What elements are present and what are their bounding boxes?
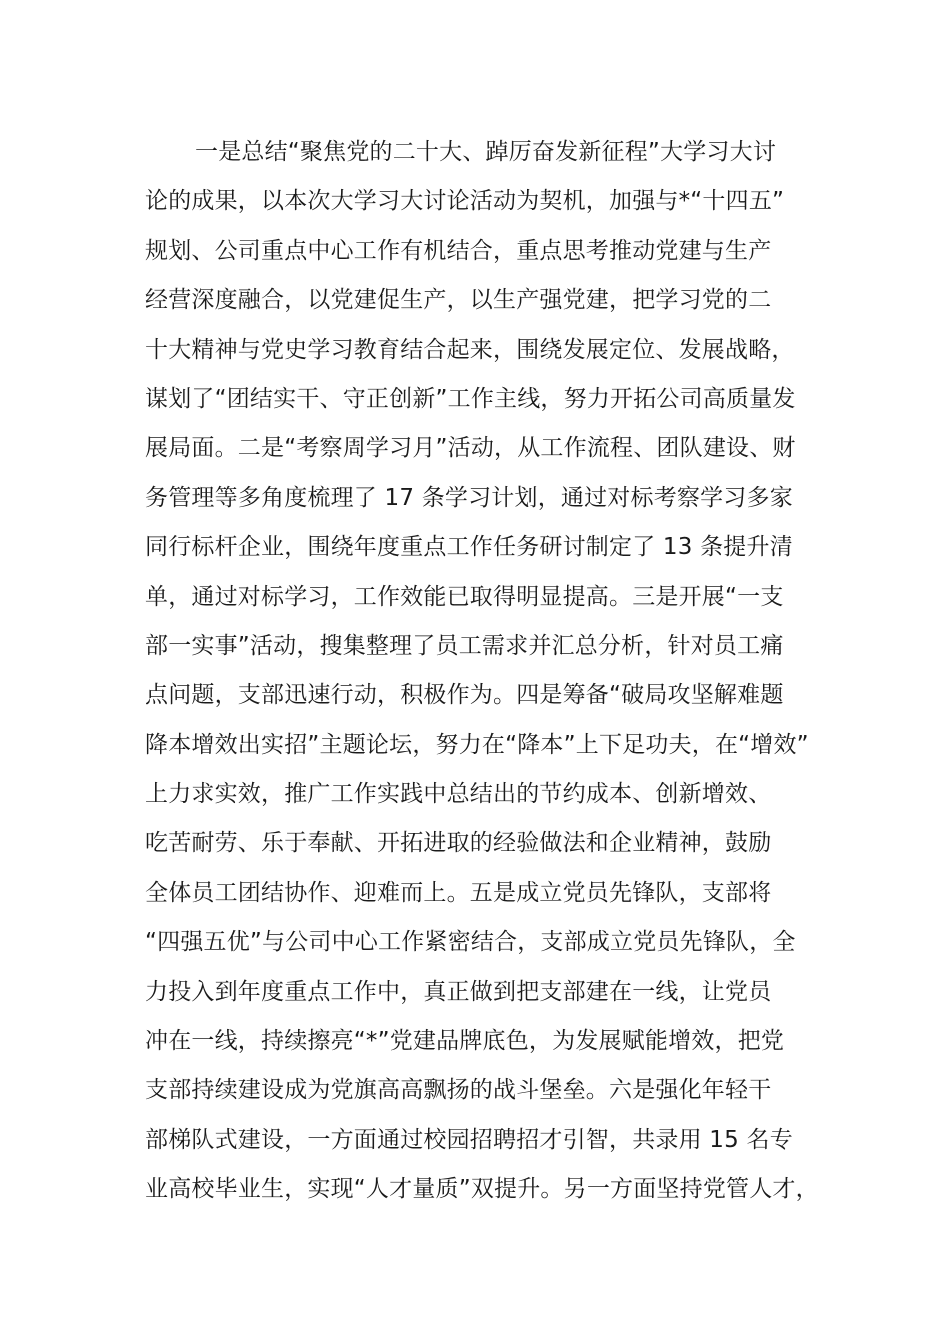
paragraph-line: 展局面。二是“考察周学习月”活动，从工作流程、团队建设、财 [145, 435, 796, 462]
paragraph-line: 经营深度融合，以党建促生产，以生产强党建，把学习党的二 [145, 287, 772, 314]
paragraph-line: 规划、公司重点中心工作有机结合，重点思考推动党建与生产 [145, 237, 772, 264]
paragraph-line: 力投入到年度重点工作中，真正做到把支部建在一线，让党员 [145, 978, 772, 1005]
paragraph-line: 十大精神与党史学习教育结合起来，围绕发展定位、发展战略， [145, 336, 795, 363]
paragraph-line: 点问题，支部迅速行动，积极作为。四是筹备“破局攻坚解难题 [145, 682, 784, 709]
paragraph-line: 论的成果，以本次大学习大讨论活动为契机，加强与*“十四五” [145, 188, 785, 215]
paragraph-line: 务管理等多角度梳理了 17 条学习计划，通过对标考察学习多家 [145, 484, 793, 511]
paragraph-line: 部梯队式建设，一方面通过校园招聘招才引智，共录用 15 名专 [145, 1126, 793, 1153]
paragraph-line: 部一实事”活动，搜集整理了员工需求并汇总分析，针对员工痛 [145, 632, 784, 659]
paragraph-line: 谋划了“团结实干、守正创新”工作主线，努力开拓公司高质量发 [145, 385, 796, 412]
paragraph-line: 冲在一线，持续擦亮“*”党建品牌底色，为发展赋能增效，把党 [145, 1028, 785, 1055]
paragraph-line: 降本增效出实招”主题论坛，努力在“降本”上下足功夫，在“增效” [145, 731, 809, 758]
paragraph-line: 同行标杆企业，围绕年度重点工作任务研讨制定了 13 条提升清 [145, 534, 793, 561]
paragraph-line: 上力求实效，推广工作实践中总结出的节约成本、创新增效、 [145, 781, 772, 808]
paragraph-line: 支部持续建设成为党旗高高飘扬的战斗堡垒。六是强化年轻干 [145, 1077, 772, 1104]
paragraph-line: 业高校毕业生，实现“人才量质”双提升。另一方面坚持党管人才， [145, 1176, 819, 1203]
paragraph-line: 单，通过对标学习，工作效能已取得明显提高。三是开展“一支 [145, 583, 784, 610]
paragraph-line: “四强五优”与公司中心工作紧密结合，支部成立党员先锋队，全 [145, 929, 796, 956]
paragraph-line: 一是总结“聚焦党的二十大、踔厉奋发新征程”大学习大讨 [195, 139, 777, 165]
paragraph-line: 全体员工团结协作、迎难而上。五是成立党员先锋队，支部将 [145, 879, 772, 906]
body-paragraph [145, 133, 845, 1220]
paragraph-line: 吃苦耐劳、乐于奉献、开拓进取的经验做法和企业精神，鼓励 [145, 830, 772, 857]
